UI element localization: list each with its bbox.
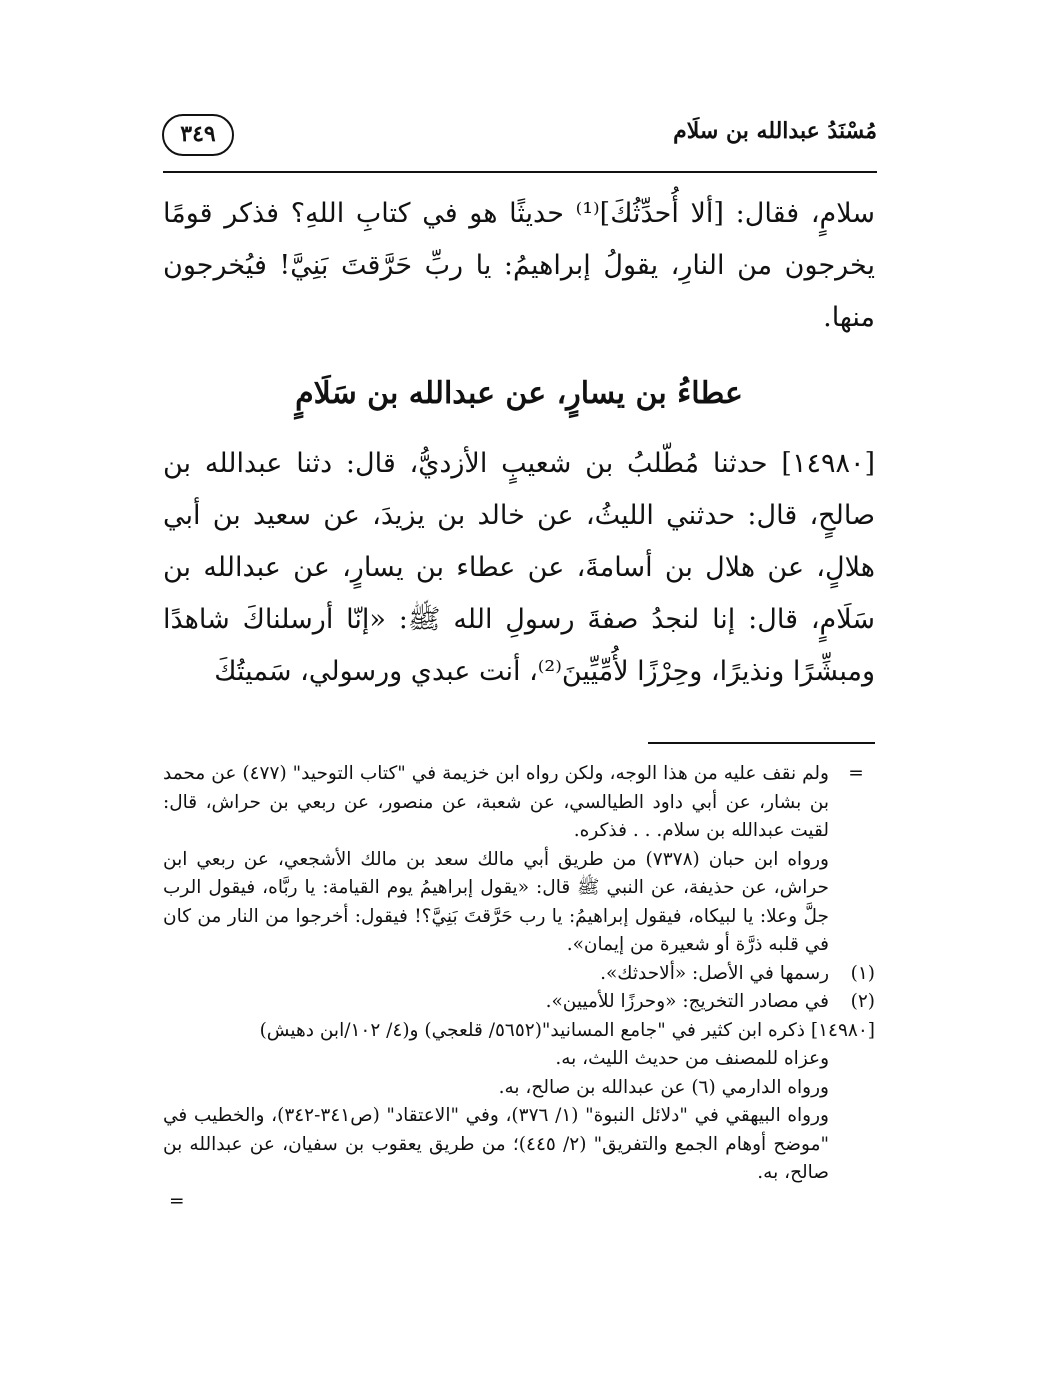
hadith-reference-header: [١٤٩٨٠] ذكره ابن كثير في "جامع المسانيد"(٥٦٥٢/ قلعجي) و(٤/ ١٠٢/ابن دهيش): [259, 1019, 875, 1041]
footnote-1: [163, 960, 875, 989]
hadith-reference-line-3: ورواه الدارمي (٦) عن عبدالله بن صالح، به.: [498, 1076, 829, 1098]
hadith-reference-body: [163, 1045, 875, 1188]
body-paragraph-1: سلامٍ، فقال: [ألا أُحدِّثُكَ]⁽¹⁾ حديثًا هو في كتابِ اللهِ؟ فذكر قومًا يخرجون من النارِ، يقولُ إبراهيمُ: يا ربِّ حَرَّقتَ بَنِيَّ! فيُخرجون منها.: [163, 198, 875, 333]
continuation-end-marker: =: [169, 1190, 185, 1212]
footnote-1-number: (١): [850, 962, 875, 984]
hadith-reference-line-2: وعزاه للمصنف من حديث الليث، به.: [555, 1048, 829, 1069]
footnote-divider: [648, 742, 875, 744]
footnote-continuation-text-2: ورواه ابن حبان (٧٣٧٨) من طريق أبي مالك سعد بن مالك الأشجعي، عن ربعي ابن حراش، عن حذيفة، عن النبي ﷺ قال: «يقول إبراهيمُ يوم القيامة: يا ربَّاه، فيقول الرب جلَّ وعلا: يا لبيكاه، فيقول إبراهيمُ: يا رب حَرَّقتَ بَنِيَّ؟! فيقول: أخرجوا من النار من كان في قلبه ذرَّة أو شعيرة من إيمان».: [163, 848, 829, 955]
footnotes-section: [163, 760, 875, 1216]
footnote-2-text: في مصادر التخريج: «وحرزًا للأميين».: [545, 991, 829, 1012]
page-number-badge: ٣٤٩: [162, 114, 234, 156]
footnote-1-text: رسمها في الأصل: «ألاحدثك».: [600, 962, 829, 984]
footnote-continuation: [163, 760, 875, 960]
header-divider: [163, 171, 877, 173]
section-heading: عطاءُ بن يسارٍ، عن عبدالله بن سَلَامٍ: [295, 376, 743, 411]
continuation-marker: =: [848, 763, 864, 784]
footnote-2: [163, 988, 875, 1017]
footnote-2-number: (٢): [850, 991, 875, 1012]
footnote-continuation-text-1: ولم نقف عليه من هذا الوجه، ولكن رواه ابن خزيمة في "كتاب التوحيد" (٤٧٧) عن محمد بن بشار، عن أبي داود الطيالسي، عن شعبة، عن منصور، عن ربعي بن حراش، قال: لقيت عبدالله بن سلام. . . فذكره.: [163, 763, 829, 841]
body-paragraph-2: [١٤٩٨٠] حدثنا مُطّلبُ بن شعيبٍ الأزديُّ، قال: دثنا عبدالله بن صالحٍ، قال: حدثني الليثُ، عن خالد بن يزيدَ، عن سعيد بن أبي هلالٍ، عن هلال بن أسامةَ، عن عطاء بن يسارٍ، عن عبدالله بن سَلَامٍ، قال: إنا لنجدُ صفةَ رسولِ الله ﷺ: «إنّا أرسلناكَ شاهدًا ومبشِّرًا ونذيرًا، وحِرْزًا لأُمِّيِّينَ⁽²⁾، أنت عبدي ورسولي، سَميتُكَ: [163, 448, 875, 687]
hadith-reference-line-4: ورواه البيهقي في "دلائل النبوة" (١/ ٣٧٦)، وفي "الاعتقاد" (ص٣٤١-٣٤٢)، والخطيب في "موضح أوهام الجمع والتفريق" (٢/ ٤٤٥)؛ من طريق يعقوب بن سفيان، عن عبدالله بن صالح، به.: [163, 1105, 829, 1183]
running-header-title: مُسْنَدُ عبدالله بن سلَام: [673, 118, 877, 144]
